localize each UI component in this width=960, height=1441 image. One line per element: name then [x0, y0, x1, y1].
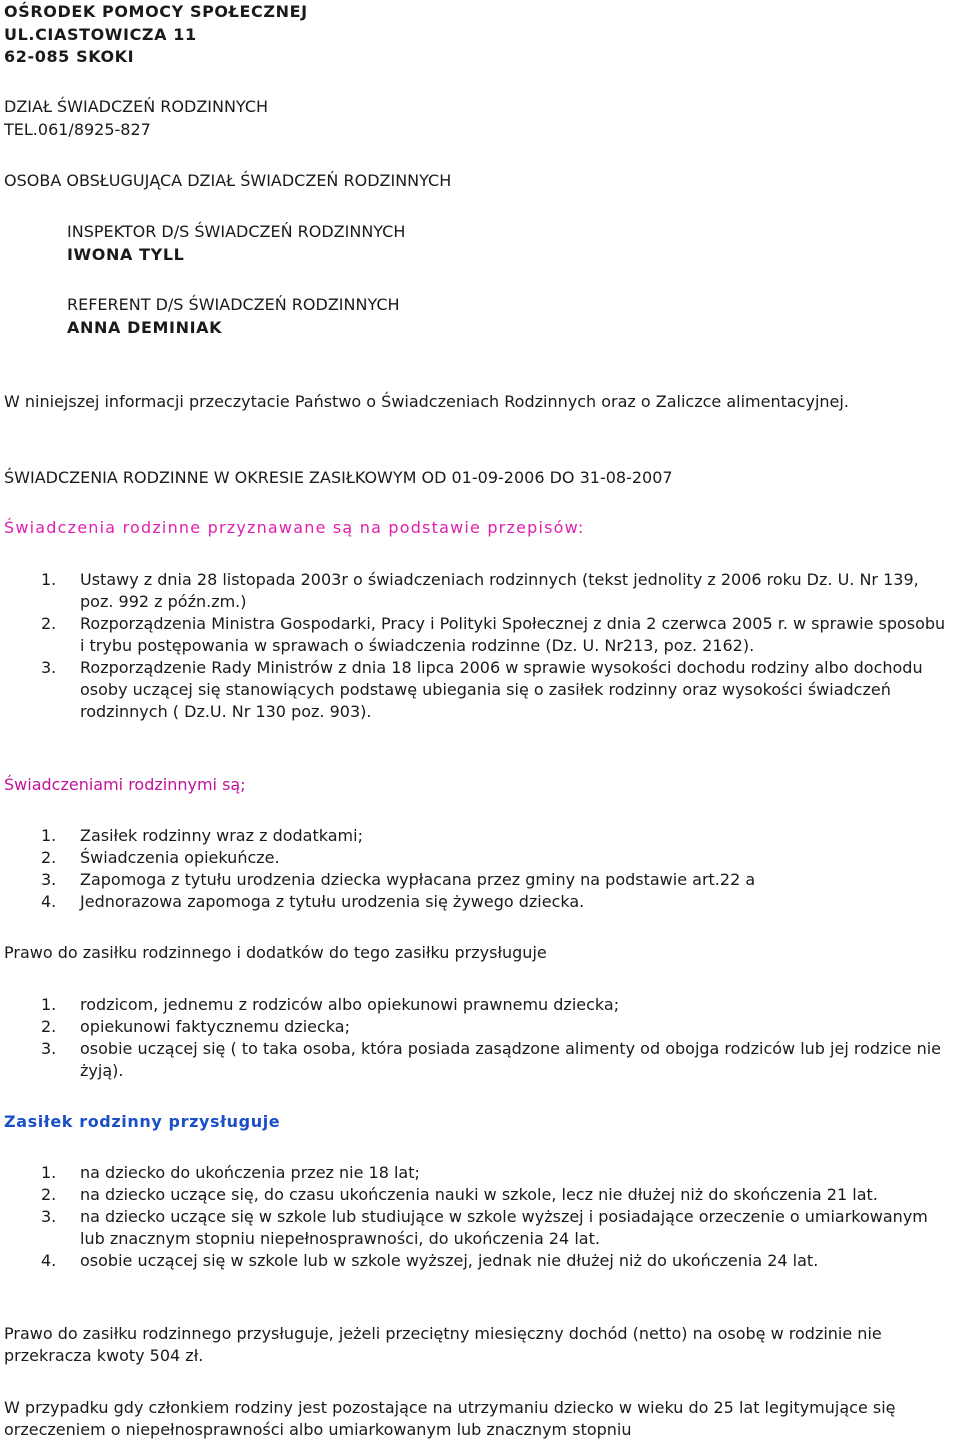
- entitlement-list: [4, 994, 954, 1082]
- org-street: UL.CIASTOWICZA 11: [4, 25, 197, 44]
- org-name: OŚRODEK POMOCY SPOŁECZNEJ: [4, 2, 308, 21]
- closing-paragraph: W przypadku gdy członkiem rodziny jest pozostające na utrzymaniu dziecko w wieku do 25 lat legitymujące się orzeczeniem o niepełnosprawności albo umiarkowanym lub znacznym stopniu: [4, 1398, 896, 1439]
- list-item: 1. rodzicom, jednemu z rodziców albo opiekunowi prawnemu dziecka;: [41, 995, 620, 1014]
- period-heading: ŚWIADCZENIA RODZINNE W OKRESIE ZASIŁKOWYM OD 01-09-2006 DO 31-08-2007: [4, 468, 673, 487]
- list-item: 3. Rozporządzenie Rady Ministrów z dnia 18 lipca 2006 w sprawie wysokości dochodu rodziny albo dochodu osoby uczącej się stanowiących podstawę ubiegania się o zasiłek rodzinny oraz wysokości świadczeń rodzinnych ( Dz.U. Nr 130 poz. 903).: [41, 658, 923, 721]
- list-item: 2. Świadczenia opiekuńcze.: [41, 848, 280, 867]
- list-item: 2. na dziecko uczące się, do czasu ukończenia nauki w szkole, lecz nie dłużej niż do skończenia 21 lat.: [41, 1185, 878, 1204]
- benefits-list: [4, 825, 954, 913]
- dept-phone: TEL.061/8925-827: [4, 120, 151, 139]
- list-item: 4. Jednorazowa zapomoga z tytułu urodzenia się żywego dziecka.: [41, 892, 585, 911]
- income-paragraph: Prawo do zasiłku rodzinnego przysługuje, jeżeli przeciętny miesięczny dochód (netto) na osobę w rodzinie nie przekracza kwoty 504 zł.: [4, 1324, 882, 1365]
- list-item: 1. na dziecko do ukończenia przez nie 18 lat;: [41, 1163, 420, 1182]
- inspector-title: INSPEKTOR D/S ŚWIADCZEŃ RODZINNYCH: [67, 222, 406, 241]
- referent-name: ANNA DEMINIAK: [67, 318, 223, 337]
- benefits-heading: Świadczeniami rodzinnymi są;: [4, 775, 246, 794]
- allowance-heading: Zasiłek rodzinny przysługuje: [4, 1112, 281, 1131]
- list-item: 3. na dziecko uczące się w szkole lub studiujące w szkole wyższej i posiadające orzeczenie o umiarkowanym lub znacznym stopniu niepełnosprawności, do ukończenia 24 lat.: [41, 1207, 928, 1248]
- list-item: 1. Zasiłek rodzinny wraz z dodatkami;: [41, 826, 363, 845]
- list-item: 4. osobie uczącej się w szkole lub w szkole wyższej, jednak nie dłużej niż do ukończenia 24 lat.: [41, 1251, 819, 1270]
- inspector-name: IWONA TYLL: [67, 245, 185, 264]
- legal-basis-heading: Świadczenia rodzinne przyznawane są na podstawie przepisów:: [4, 518, 585, 537]
- legal-basis-list: [4, 569, 954, 723]
- list-item: 3. Zapomoga z tytułu urodzenia dziecka wypłacana przez gminy na podstawie art.22 a: [41, 870, 756, 889]
- staff-heading: OSOBA OBSŁUGUJĄCA DZIAŁ ŚWIADCZEŃ RODZINNYCH: [4, 171, 452, 190]
- list-item: 3. osobie uczącej się ( to taka osoba, która posiada zasądzone alimenty od obojga rodziców lub jej rodzice nie żyją).: [41, 1039, 942, 1080]
- org-postcode: 62-085 SKOKI: [4, 47, 135, 66]
- list-item: 2. opiekunowi faktycznemu dziecka;: [41, 1017, 350, 1036]
- dept-name: DZIAŁ ŚWIADCZEŃ RODZINNYCH: [4, 97, 269, 116]
- allowance-list: [4, 1162, 954, 1272]
- entitlement-heading: Prawo do zasiłku rodzinnego i dodatków do tego zasiłku przysługuje: [4, 943, 547, 962]
- list-item: 1. Ustawy z dnia 28 listopada 2003r o świadczeniach rodzinnych (tekst jednolity z 2006 roku Dz. U. Nr 139, poz. 992 z późn.zm.): [41, 570, 919, 611]
- list-item: 2. Rozporządzenia Ministra Gospodarki, Pracy i Polityki Społecznej z dnia 2 czerwca 2005 r. w sprawie sposobu i trybu postępowania w sprawach o świadczenia rodzinne (Dz. U. Nr213, poz. 2162).: [41, 614, 946, 655]
- referent-title: REFERENT D/S ŚWIADCZEŃ RODZINNYCH: [67, 295, 400, 314]
- intro-paragraph: W niniejszej informacji przeczytacie Państwo o Świadczeniach Rodzinnych oraz o Zaliczce alimentacyjnej.: [4, 392, 849, 411]
